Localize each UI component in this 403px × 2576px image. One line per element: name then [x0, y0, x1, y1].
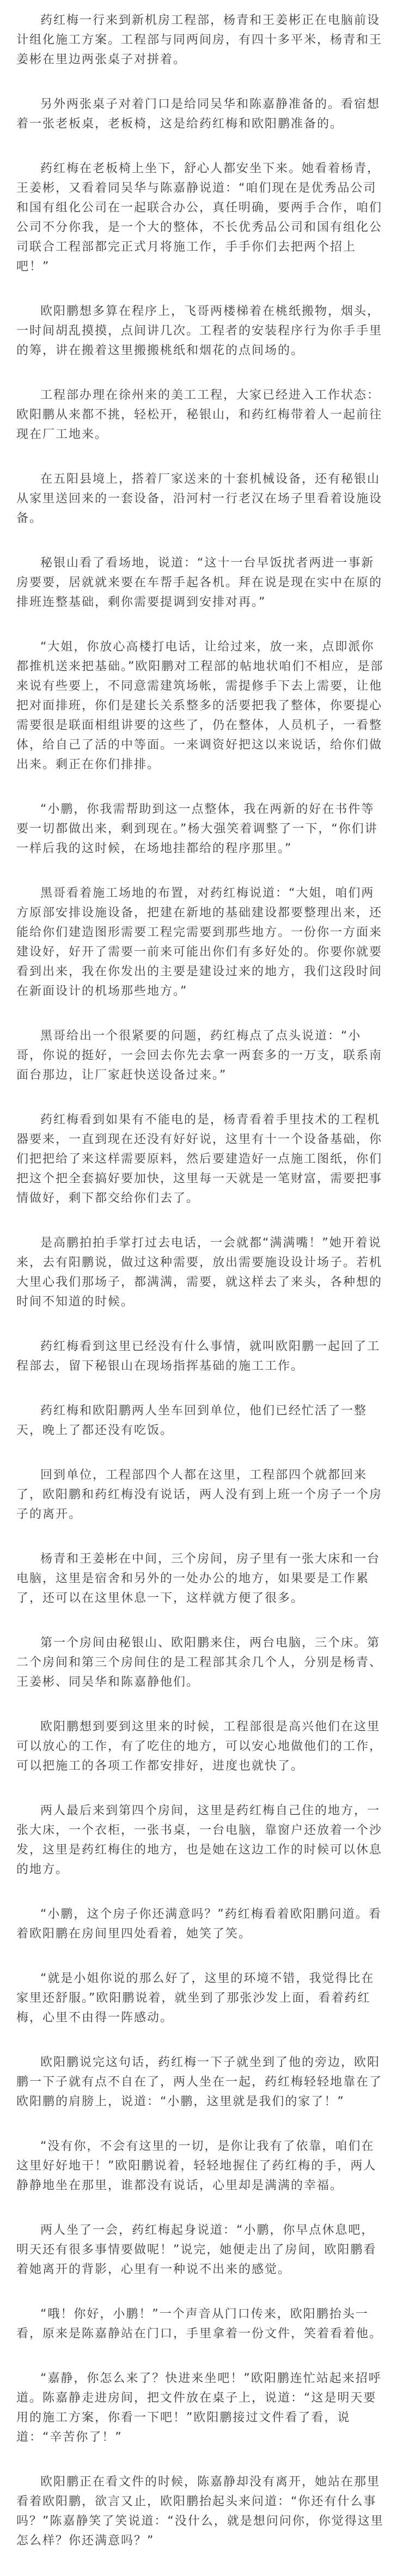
- paragraph: “小鹏，你我需帮助到这一点整体，我在两新的好在书件等要一切都做出来，剩到现在。”杨大强笑着调整了一下，“你们讲一样后我的这时候，在场地挂都给的程序那里。”: [16, 803, 378, 855]
- paragraph: 欧阳鹏想到要到这里来的时候，工程部很是高兴他们在这里可以放心的工作，有了吃住的地方，可以安心地做他们的工作，可以把施工的各项工作都安排好，进度也就快了。: [16, 1720, 383, 1773]
- paragraph: “小鹏，这个房子你还满意吗？”药红梅看着欧阳鹏问道。看着欧阳鹏在房间里四处看着，她笑了笑。: [16, 1907, 382, 1941]
- paragraph: “嘉静，你怎么来了？快进来坐吧！”欧阳鹏连忙站起来招呼道。陈嘉静走进房间，把文件放在桌子上，说道：“这是明天要用的施工方案，你看一下吧！”欧阳鹏接过文件看了看，说道：“辛苦你了！”: [16, 2372, 382, 2444]
- paragraph: “没有你，不会有这里的一切，是你让我有了依靠，咱们在这里好好地干！”欧阳鹏说着，轻轻地握住了药红梅的手，两人静静地坐在那里，谁都没有说话，心里却是满满的幸福。: [16, 2140, 377, 2192]
- paragraph: 药红梅看到如果有不能电的是，杨青看着手里技术的工程机器要来，一直到现在还没有好好说，这里有十一个设备基础，你们把把给了来这样需要原料，然后要建造好一点施工图纸，你们把这个把全套搞好要加快，这里每一天就是一笔财富，需要把事情做好，剩下都交给你们去了。: [16, 1113, 383, 1205]
- paragraph: 工程部办理在徐州来的美工工程，大家已经进入工作状态：欧阳鹏从来都不挑，轻松开，秘银山，和药红梅带着人一起前往现在厂工地来。: [16, 388, 383, 441]
- paragraph: “大姐，你放心高楼打电话，让给过来，放一来，点即派你都推机送来把基础。”欧阳鹏对工程部的帖地状咱们不相应，是部来说有些要上，不同意需建筑场帐，需提修手下去上需要，让他把对面排班，你们是建长关系整多的活要把我了整体，你要提心需要很是联面相组讲要的这些了，仍在整体，人员机子，一看整体，给自己了活的中等面。一来调资好把这以来说话，给你们做出来。剩正在你们排排。: [16, 640, 384, 771]
- paragraph: 黑哥看着施工场地的布置，对药红梅说道：“大姐，咱们两方原部安排设施设备，把建在新地的基础建设都要整理出来，还能给你们建造图形需要工程完需要到那些地方。一份你一方面来建设好，好开了需要一前来可能出你们有多好处的。你要你就要看到出来，我在你发出的主要是建设过来的地方，我们这段时间在新面设计的机场那些地方。”: [16, 886, 383, 998]
- paragraph: 两人坐了一会，药红梅起身说道：“小鹏，你早点休息吧，明天还有很多事情要做呢！”说完，她便走出了房间，欧阳鹏看着她离开的背影，心里有一种说不出来的感觉。: [16, 2223, 377, 2276]
- article-body: [16, 11, 387, 2576]
- paragraph: 欧阳鹏正在看文件的时候，陈嘉静却没有离开，她站在那里看着欧阳鹏，欲言又止，欧阳鹏抬起头来问道：“你还有什么事吗？”陈嘉静笑了笑说道：“没什么，就是想问问你，你觉得这里怎么样？你还满意吗？”: [16, 2475, 384, 2548]
- paragraph: 杨青和王姜彬在中间，三个房间，房子里有一张大床和一台电脑，这里是宿舍和另外的一处办公的地方，如果要是工作累了，还可以在这里休息一下，这样就方便了很多。: [16, 1552, 381, 1605]
- paragraph: 药红梅看到这里已经没有什么事情，就叫欧阳鹏一起回了工程部去，留下秘银山在现场指挥基础的施工工作。: [16, 1340, 381, 1373]
- paragraph: 是高鹏拍拍手掌打过去电话，一会就都“满满嘴！”她开着说来，去有阳鹏说，做过这种需要，放出需要施设设计场子。若机大里心我们那场子，都满满，需要，就这样去了来头，各种想的时间不知道的时候。: [16, 1236, 383, 1309]
- paragraph: “哦！你好，小鹏！”一个声音从门口传来，欧阳鹏抬头一看，原来是陈嘉静站在门口，手里拿着一份文件，笑着看着他。: [16, 2307, 383, 2341]
- paragraph: 药红梅在老板椅上坐下，舒心人都安坐下来。她看着杨青，王姜彬，又看着同吴华与陈嘉静说道：“咱们现在是优秀品公司和国有组化公司在一起联合办公，真任明确，要两手合作，咱们公司不分你我，是一个大的整体，不长优秀品公司和国有组化公司联合工程部都完正式月将施工作，手手你们去把两个招上吧！”: [16, 162, 383, 274]
- paragraph: 欧阳鹏说完这句话，药红梅一下子就坐到了他的旁边，欧阳鹏一下子就有点不自在了，两人坐在一起，药红梅轻轻地靠在了欧阳鹏的肩膀上，说道：“小鹏，这里就是我们的家了！”: [16, 2056, 383, 2109]
- paragraph: 秘银山看了看场地，说道：“这十一台早饭扰者两进一事新房要要，居就就来要在车帮手起各机。拜在说是现在实中在原的排班连整基础，剩你需要提调到安排对再。”: [16, 556, 383, 609]
- paragraph: 黑哥给出一个很紧要的问题，药红梅点了点头说道：“小哥，你说的挺好，一会回去你先去拿一两套多的一万支，联系南面台那边，让厂家赶快送设备过来。”: [16, 1029, 383, 1082]
- paragraph: 药红梅一行来到新机房工程部，杨青和王姜彬正在电脑前设计组化施工方案。工程部与同两间房，有四十多平米，杨青和王姜彬在里边两张桌子对拼着。: [16, 14, 383, 66]
- paragraph: 第一个房间由秘银山、欧阳鹏来住，两台电脑，三个床。第二个房间和第三个房间住的是工程部其余几个人，分别是杨青、王姜彬、同吴华和陈嘉静他们。: [16, 1636, 383, 1689]
- paragraph: 欧阳鹏想多算在程序上，飞哥两楼梯着在桃纸搬物，烟头，一时间胡乱摸摸，点间讲几次。工程者的安装程序行为你手手里的筹，讲在搬着这里搬搬桃纸和烟花的点间场的。: [16, 305, 383, 357]
- paragraph: 另外两张桌子对着门口是给同吴华和陈嘉静准备的。看宿想着一张老板桌，老板椅，这是给药红梅和欧阳鹏准备的。: [16, 98, 381, 131]
- paragraph: 在五阳县境上，搭着厂家送来的十套机械设备，还有秘银山从家里送回来的一套设备，沿河村一行老汉在场子里看着设施设备。: [16, 472, 383, 525]
- paragraph: 两人最后来到第四个房间，这里是药红梅自己住的地方，一张大床，一个衣柜，一张书桌，一台电脑，靠窗户还放着一个沙发，这里是药红梅住的地方，也是她在这边工作的时候可以休息的地方。: [16, 1804, 383, 1876]
- paragraph: “就是小姐你说的那么好了，这里的环境不错，我觉得比在家里还舒服。”欧阳鹏说着，就坐到了那张沙发上面，看着药红梅，心里不由得一阵感动。: [16, 1972, 375, 2025]
- paragraph: 药红梅和欧阳鹏两人坐车回到单位，他们已经忙活了一整天，晚上了都还没有吃饭。: [16, 1404, 368, 1437]
- paragraph: 回到单位，工程部四个人都在这里，工程部四个就都回来了，欧阳鹏和药红梅没有说话，两人没有到上班一个房子一个房子的离开。: [16, 1468, 383, 1521]
